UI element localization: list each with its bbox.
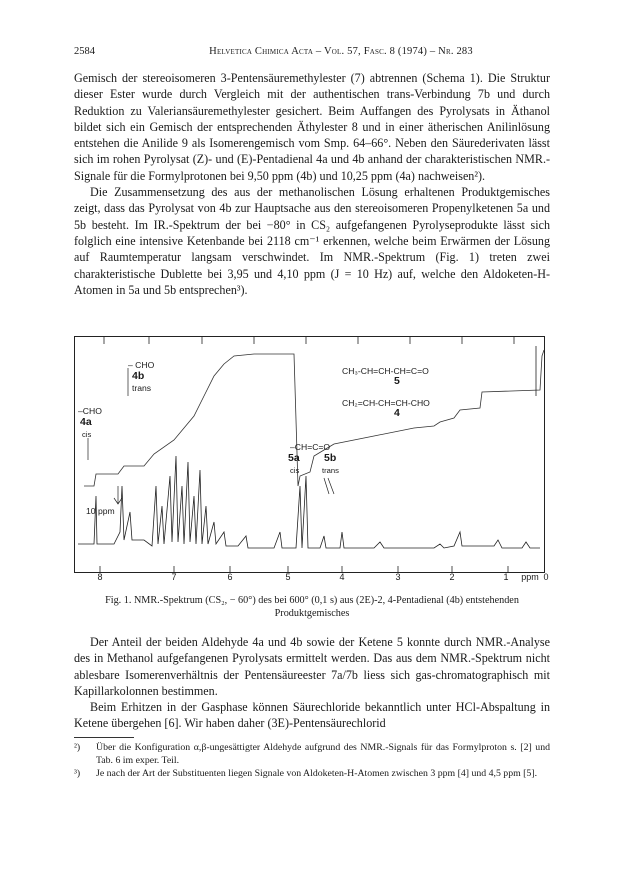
label-4a: 4a <box>80 416 92 428</box>
footnote-2 <box>74 742 550 767</box>
arrow-10ppm <box>114 486 122 504</box>
label-5b: 5b <box>324 452 337 464</box>
nmr-spectrum-plot <box>74 336 550 584</box>
axis-unit-ppm: ppm <box>521 572 539 582</box>
label-trans-mid: trans <box>322 466 339 475</box>
footnote-text: Je nach der Art der Substituenten liegen Signale von Aldoketen-H-Atomen zwischen 3 ppm [4] und 4,5 ppm [5]. <box>96 768 538 779</box>
footnote-3 <box>74 768 550 781</box>
label-4b: 4b <box>132 370 145 382</box>
axis-tick-0: 0 <box>543 572 549 582</box>
label-cho-top: – CHO <box>128 360 155 370</box>
label-4: 4 <box>394 407 400 419</box>
paragraph-3: Der Anteil der beiden Aldehyde 4a und 4b sowie der Ketene 5 konnte durch NMR.-Analyse des in Methanol aufgefangenen Pyrolysats ermittelt werden. Das aus dem NMR.-Spektrum nicht ablesbare Isomerenverhältnis der Pentensäureester 7a/7b liess sich gas-chromatographisch mit Kapillarkolonnen bestimmen. <box>74 635 550 698</box>
spectrum-trace <box>78 456 540 548</box>
body-text-bottom <box>74 634 550 732</box>
paragraph-2: Die Zusammensetzung des aus der methanolischen Lösung erhaltenen Produktgemisches zeigt, dass das Pyrolysat von 4b zur Hauptsache aus den stereoisomeren Propenylketenen 5a und 5b besteht. Im IR.-Spektrum der bei −80° in CS₂ aufgefangenen Pyrolyseprodukte lässt sich folglich eine intensive Ketenbande bei 2118 cm⁻¹ erkennen, welche beim Erwärmen der Lösung auf Raumtemperatur langsam verschwindet. Im NMR.-Spektrum (Fig. 1) treten zwei charakteristische Dublette bei 3,95 und 4,10 ppm (J = 10 Hz) auf, welche den Aldoketen-H-Atomen in 5a und 5b entsprechen³). <box>74 185 550 297</box>
axis-tick-2: 2 <box>449 572 455 582</box>
axis-tick-3: 3 <box>395 572 401 582</box>
paragraph-4: Beim Erhitzen in der Gasphase können Säurechloride bekanntlich unter HCl-Abspaltung in Ketene übergehen [6]. Wir haben daher (3E)-Pentensäurechlorid <box>74 700 550 731</box>
bottom-ticks <box>100 566 508 572</box>
footnote-mark: ²) <box>74 742 81 753</box>
axis-tick-7: 7 <box>171 572 177 582</box>
figure-caption: Fig. 1. NMR.-Spektrum (CS₂, − 60°) des bei 600° (0,1 s) aus (2E)-2, 4-Pentadienal (4b) entstehenden Produktgemisches <box>105 595 519 619</box>
axis-tick-4: 4 <box>339 572 345 582</box>
footnote-rule <box>74 737 134 738</box>
running-header <box>74 46 550 62</box>
arrow-5 <box>324 478 334 494</box>
label-cho-left: –CHO <box>78 406 102 416</box>
axis-tick-5: 5 <box>285 572 291 582</box>
top-ticks <box>104 336 514 344</box>
label-5: 5 <box>394 375 400 387</box>
page-number: 2584 <box>74 46 95 57</box>
label-5a: 5a <box>288 452 300 464</box>
axis-tick-1: 1 <box>503 572 509 582</box>
axis-tick-8: 8 <box>97 572 103 582</box>
label-trans-top: trans <box>132 383 152 393</box>
label-10ppm: 10 ppm <box>86 506 115 516</box>
footnote-text: Über die Konfiguration α,β-ungesättigter Aldehyde aufgrund des NMR.-Signals für das Formylproton s. [2] und Tab. 6 im exper. Teil. <box>96 742 550 766</box>
label-structure-5: CH₃-CH=CH-CH=C=O <box>342 366 429 376</box>
footnote-mark: ³) <box>74 768 81 779</box>
paragraph-1: Gemisch der stereoisomeren 3-Pentensäuremethylester (7) abtrennen (Schema 1). Die Struktur dieser Ester wurde durch Vergleich mit der authentischen trans-Verbindung 7b und durch Reduktion zu Valeriansäuremethylester gesichert. Beim Auffangen des Pyrolysats in Äthanol bildet sich ein Gemisch der entsprechenden Äthylester 8 und in einer ätherischen Anilinlösung entstehen die Anilide 9 als Isomerengemisch vom Smp. 64–66°. Neben den Säurederivaten lässt sich im rohen Pyrolysat (Z)- und (E)-Pentadienal 4a und 4b anhand der charakteristischen NMR.-Signale für die Formylprotonen bei 9,50 ppm (4b) und 10,25 ppm (4a) nachweisen²). <box>74 71 550 183</box>
label-ketene: –CH=C=O <box>290 442 331 452</box>
label-cis-left: cis <box>82 430 92 439</box>
label-structure-4: CH₂=CH-CH=CH-CHO <box>342 398 430 408</box>
integral-trace <box>84 350 544 486</box>
body-text-top <box>74 70 550 298</box>
label-cis-mid: cis <box>290 466 300 475</box>
nmr-spectrum-figure <box>74 336 550 584</box>
plot-frame <box>75 337 545 573</box>
running-head: Helvetica Chimica Acta – Vol. 57, Fasc. 8 (1974) – Nr. 283 <box>209 46 473 57</box>
axis-tick-6: 6 <box>227 572 233 582</box>
